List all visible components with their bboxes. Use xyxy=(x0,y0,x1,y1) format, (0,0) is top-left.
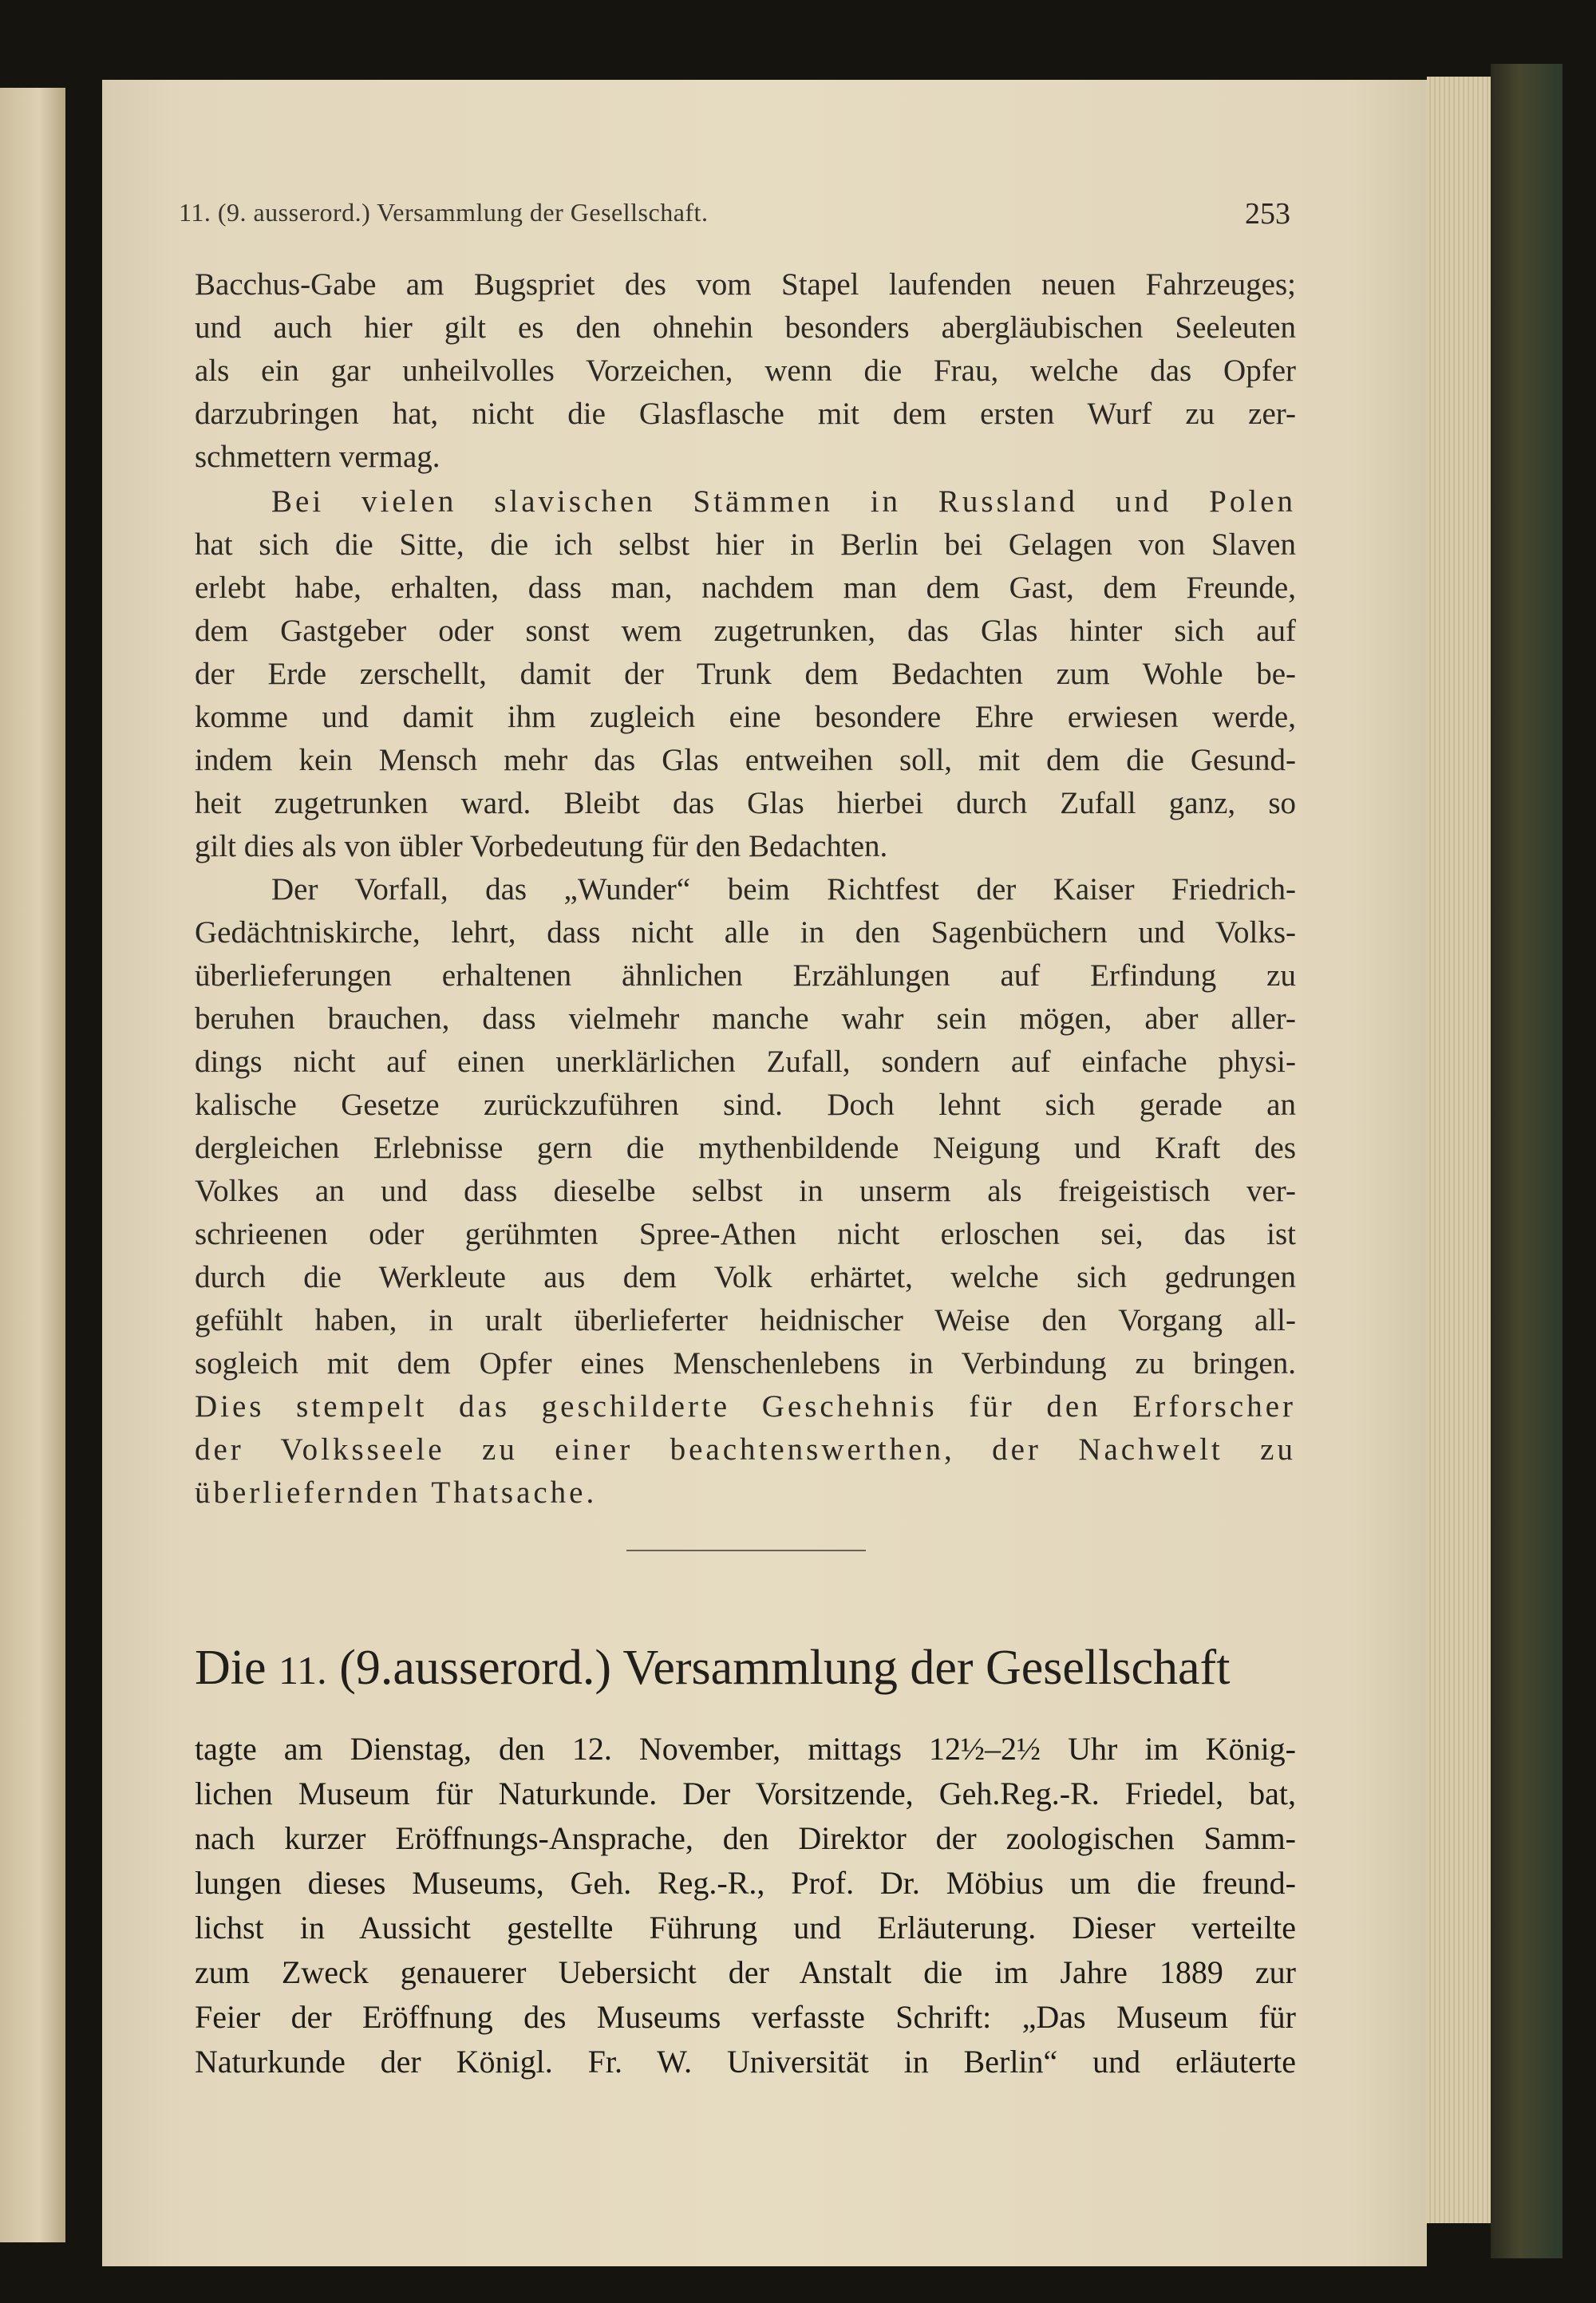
text-line: lichen Museum für Naturkunde. Der Vorsitzende, Geh.Reg.-R. Friedel, bat, xyxy=(195,1776,1296,1811)
text-line: dem Gastgeber oder sonst wem zugetrunken, das Glas hinter sich auf xyxy=(195,614,1296,648)
text-line: lichst in Aussicht gestellte Führung und Erläuterung. Dieser verteilte xyxy=(195,1910,1296,1946)
text-line: lungen dieses Museums, Geh. Reg.-R., Prof. Dr. Möbius um die freund- xyxy=(195,1865,1296,1901)
text-line: hat sich die Sitte, die ich selbst hier in Berlin bei Gelagen von Slaven xyxy=(195,527,1296,562)
left-page-edge xyxy=(0,88,65,2242)
section-heading xyxy=(195,1636,1296,1702)
text-line-spaced: der Volksseele zu einer beachtenswerthen, der Nachwelt zu xyxy=(195,1432,1296,1467)
text-line: komme und damit ihm zugleich eine besondere Ehre erwiesen werde, xyxy=(195,700,1296,734)
text-line: sogleich mit dem Opfer eines Menschenlebens in Verbindung zu bringen. xyxy=(195,1346,1296,1381)
text-line: Feier der Eröffnung des Museums verfasste Schrift: „Das Museum für xyxy=(195,1999,1296,2035)
text-line: nach kurzer Eröffnungs-Ansprache, den Direktor der zoologischen Samm- xyxy=(195,1820,1296,1856)
text-line: zum Zweck genauerer Uebersicht der Anstalt die im Jahre 1889 zur xyxy=(195,1954,1296,1990)
text-line: darzubringen hat, nicht die Glasflasche mit dem ersten Wurf zu zer- xyxy=(195,397,1296,431)
text-line: gilt dies als von übler Vorbedeutung für den Bedachten. xyxy=(195,829,888,863)
text-line: indem kein Mensch mehr das Glas entweihen soll, mit dem die Gesund- xyxy=(195,743,1296,777)
text-line: durch die Werkleute aus dem Volk erhärtet, welche sich gedrungen xyxy=(195,1260,1296,1294)
text-line: beruhen brauchen, dass vielmehr manche wahr sein mögen, aber aller- xyxy=(195,1001,1296,1036)
text-line: und auch hier gilt es den ohnehin besonders abergläubischen Seeleuten xyxy=(195,310,1296,345)
page-number: 253 xyxy=(1245,197,1290,231)
text-line: Der Vorfall, das „Wunder“ beim Richtfest der Kaiser Friedrich- xyxy=(271,872,1296,907)
text-line: erlebt habe, erhalten, dass man, nachdem man dem Gast, dem Freunde, xyxy=(195,571,1296,605)
text-line: Volkes an und dass dieselbe selbst in unserm als freigeistisch ver- xyxy=(195,1174,1296,1208)
text-line: gefühlt haben, in uralt überlieferter heidnischer Weise den Vorgang all- xyxy=(195,1303,1296,1337)
text-line: dings nicht auf einen unerklärlichen Zufall, sondern auf einfache physi- xyxy=(195,1045,1296,1079)
heading-text: Die xyxy=(195,1641,279,1695)
text-line-spaced: Dies stempelt das geschilderte Geschehnis für den Erforscher xyxy=(195,1389,1296,1424)
heading-text: (9.ausserord.) Versammlung der Gesellschaft xyxy=(326,1641,1231,1695)
page-stack-edge xyxy=(1427,77,1491,2223)
text-line-spaced: überliefernden Thatsache. xyxy=(195,1475,598,1510)
text-line: dergleichen Erlebnisse gern die mythenbildende Neigung und Kraft des xyxy=(195,1131,1296,1165)
text-line: schmettern vermag. xyxy=(195,440,440,474)
text-line: kalische Gesetze zurückzuführen sind. Doch lehnt sich gerade an xyxy=(195,1088,1296,1122)
text-line: Gedächtniskirche, lehrt, dass nicht alle in den Sagenbüchern und Volks- xyxy=(195,915,1296,950)
text-line: als ein gar unheilvolles Vorzeichen, wenn die Frau, welche das Opfer xyxy=(195,354,1296,388)
text-line: tagte am Dienstag, den 12. November, mittags 12½–2½ Uhr im König- xyxy=(195,1731,1296,1767)
heading-number: 11. xyxy=(279,1648,327,1693)
text-line-spaced: Bei vielen slavischen Stämmen in Russland und Polen xyxy=(271,484,1296,519)
text-line: der Erde zerschellt, damit der Trunk dem Bedachten zum Wohle be- xyxy=(195,657,1296,691)
running-head: 11. (9. ausserord.) Versammlung der Gesellschaft. xyxy=(179,198,709,227)
text-line: Naturkunde der Königl. Fr. W. Universität in Berlin“ und erläuterte xyxy=(195,2044,1296,2080)
text-line: Bacchus-Gabe am Bugspriet des vom Stapel laufenden neuen Fahrzeuges; xyxy=(195,267,1296,302)
book-cover-edge xyxy=(1491,64,1562,2258)
section-divider xyxy=(626,1550,866,1551)
text-line: überlieferungen erhaltenen ähnlichen Erzählungen auf Erfindung zu xyxy=(195,958,1296,993)
text-line: schrieenen oder gerühmten Spree-Athen nicht erloschen sei, das ist xyxy=(195,1217,1296,1251)
text-line: heit zugetrunken ward. Bleibt das Glas hierbei durch Zufall ganz, so xyxy=(195,786,1296,820)
